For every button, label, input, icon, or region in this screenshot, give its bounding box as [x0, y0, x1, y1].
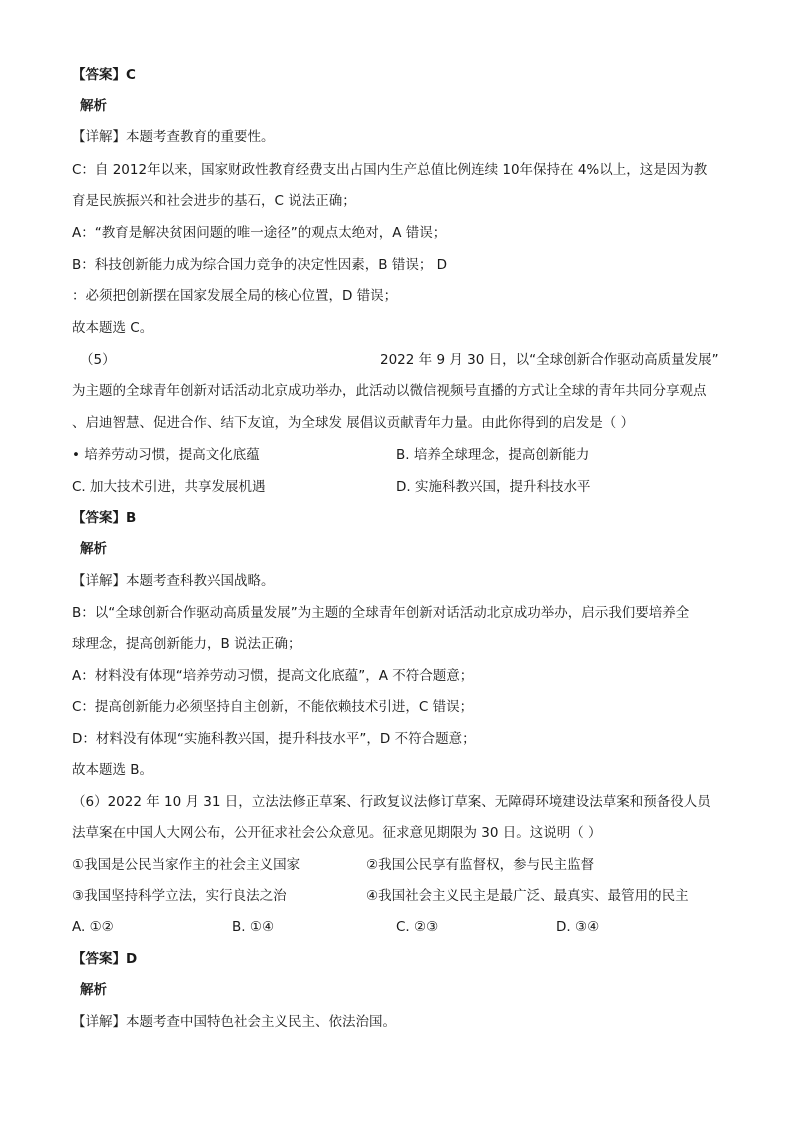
q5-c-line: C：提高创新能力必须坚持自主创新，不能依赖技术引进，C 错误；	[72, 699, 474, 715]
q6-item-1: ①我国是公民当家作主的社会主义国家	[72, 857, 301, 873]
q5-analysis-heading: 解析	[80, 541, 107, 557]
q6-option-c: C. ②③	[396, 919, 439, 935]
q4-d-line: ：必须把创新摆在国家发展全局的核心位置，D 错误；	[72, 288, 398, 304]
q6-analysis-heading: 解析	[80, 982, 107, 998]
q6-stem-line1: （6）2022 年 10 月 31 日，立法法修正草案、行政复议法修订草案、无障碍环境建设法草案和预备役人员	[72, 794, 711, 810]
q6-option-b: B. ①④	[232, 919, 275, 935]
q4-a-line: A：“教育是解决贫困问题的唯一途径”的观点太绝对，A 错误；	[72, 225, 447, 241]
q5-d-line: D：材料没有体现“实施科教兴国，提升科技水平”，D 不符合题意；	[72, 731, 476, 747]
q5-stem-line2: 为主题的全球青年创新对话活动北京成功举办，此活动以微信视频号直播的方式让全球的青年共同分享观点	[72, 383, 707, 399]
q4-conclusion: 故本题选 C。	[72, 320, 154, 336]
q4-answer: 【答案】C	[72, 67, 136, 83]
q6-detail: 【详解】本题考查中国特色社会主义民主、依法治国。	[72, 1014, 396, 1030]
q4-b-line: B：科技创新能力成为综合国力竞争的决定性因素，B 错误； D	[72, 257, 447, 273]
q5-option-d: D. 实施科教兴国，提升科技水平	[396, 479, 591, 495]
q5-number: （5）	[80, 352, 116, 368]
q5-stem-date: 2022 年 9 月 30 日，以“全球创新合作驱动高质量发展”	[380, 352, 719, 368]
q5-b-line1: B：以“全球创新合作驱动高质量发展”为主题的全球青年创新对话活动北京成功举办，启示我们要培养全	[72, 605, 690, 621]
q4-c-line2: 育是民族振兴和社会进步的基石，C 说法正确；	[72, 193, 356, 209]
q5-option-a: • 培养劳动习惯，提高文化底蕴	[72, 447, 260, 463]
q5-conclusion: 故本题选 B。	[72, 762, 154, 778]
q6-option-a: A. ①②	[72, 919, 114, 935]
q4-detail: 【详解】本题考查教育的重要性。	[72, 129, 275, 145]
q6-item-3: ③我国坚持科学立法，实行良法之治	[72, 888, 287, 904]
q6-option-d: D. ③④	[556, 919, 600, 935]
q6-item-2: ②我国公民享有监督权，参与民主监督	[366, 857, 595, 873]
q5-a-line: A：材料没有体现“培养劳动习惯，提高文化底蕴”，A 不符合题意；	[72, 668, 474, 684]
q4-analysis-heading: 解析	[80, 98, 107, 114]
q5-option-c: C. 加大技术引进，共享发展机遇	[72, 479, 266, 495]
q5-stem-line3: 、启迪智慧、促进合作、结下友谊，为全球发 展倡议贡献青年力量。由此你得到的启发是（ ）	[72, 415, 635, 431]
q6-item-4: ④我国社会主义民主是最广泛、最真实、最管用的民主	[366, 888, 689, 904]
q5-option-b: B. 培养全球理念，提高创新能力	[396, 447, 590, 463]
q5-detail: 【详解】本题考查科教兴国战略。	[72, 573, 275, 589]
q4-c-line1: C：自 2012年以来，国家财政性教育经费支出占国内生产总值比例连续 10年保持在 4%以上，这是因为教	[72, 162, 708, 178]
q6-answer: 【答案】D	[72, 951, 138, 967]
q5-answer: 【答案】B	[72, 510, 137, 526]
q6-stem-line2: 法草案在中国人大网公布，公开征求社会公众意见。征求意见期限为 30 日。这说明（ ）	[72, 825, 602, 841]
q5-b-line2: 球理念，提高创新能力，B 说法正确；	[72, 636, 302, 652]
